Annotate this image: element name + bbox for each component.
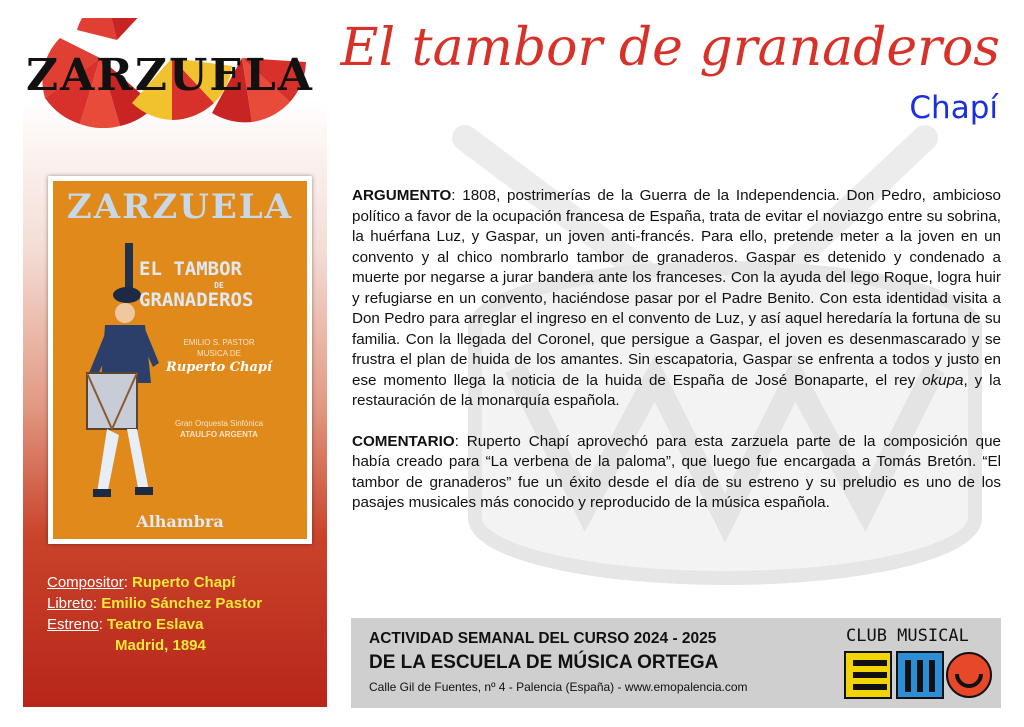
- poster-label: Alhambra: [136, 512, 224, 531]
- argument-paragraph: [352, 186, 1001, 412]
- poster-title: [139, 259, 299, 312]
- poster-director: ATAULFO ARGENTA: [180, 429, 258, 439]
- poster-image: [48, 176, 312, 544]
- premiere-place: Madrid, 1894: [115, 637, 206, 654]
- poster-brand: ZARZUELA: [66, 187, 294, 227]
- club-label: CLUB MUSICAL: [846, 626, 969, 646]
- composer-label: Compositor: [47, 574, 124, 591]
- footer-school: DE LA ESCUELA DE MÚSICA ORTEGA: [369, 652, 719, 673]
- comment-paragraph: [352, 432, 1001, 514]
- libretto-value: Emilio Sánchez Pastor: [101, 595, 263, 612]
- poster-title-de: DE: [214, 280, 224, 290]
- poster-music-label: MUSICA DE: [196, 349, 241, 359]
- premiere-label: Estreno: [47, 616, 99, 633]
- emo-logo-icon: [843, 650, 993, 700]
- composer-value: Ruperto Chapí: [132, 574, 236, 591]
- logo-text: ZARZUELA: [26, 50, 314, 101]
- poster-title-line2: GRANADEROS: [139, 289, 254, 312]
- footer-address: Calle Gil de Fuentes, nº 4 - Palencia (España) - www.emopalencia.com: [369, 680, 748, 694]
- argument-italic: okupa: [922, 371, 964, 389]
- argument-text-2: , y la restauración de la monarquía española.: [352, 371, 1002, 409]
- poster-credits: [149, 337, 289, 440]
- poster-librettist: EMILIO S. PASTOR: [183, 338, 255, 347]
- zarzuela-logo: [22, 18, 327, 128]
- footer-box: [351, 618, 1001, 708]
- poster-composer: Ruperto Chapí: [166, 360, 272, 376]
- page-title: El tambor de granaderos: [340, 18, 1000, 78]
- argument-label: ARGUMENTO: [352, 187, 452, 204]
- credits-block: Compositor: Ruperto Chapí Libreto: Emilio Sánchez Pastor Estreno: Teatro Eslava Madrid, 1894: [47, 574, 263, 654]
- premiere-value: Teatro Eslava: [107, 616, 204, 633]
- page-subtitle: Chapí: [909, 90, 998, 126]
- poster-title-line1: EL TAMBOR: [139, 258, 242, 280]
- footer-activity: ACTIVIDAD SEMANAL DEL CURSO 2024 - 2025: [369, 630, 717, 647]
- argument-text-1: : 1808, postrimerías de la Guerra de la Independencia. Don Pedro, ambicioso político a favor de la ocupación francesa de España, trata de evitar el noviazgo entre su sobrina, la huérfana Luz, y Gaspar, un joven anti-francés. Para ello, pretende meter a la joven en un convento y al chico nombrarlo tambor de granaderos. Gaspar es detenido y condenado a muerte por negarse a jurar bandera ante los franceses. Con la ayuda del lego Roque, logra huir y refugiarse en un convento, haciéndose pasar por el Padre Benito. Con esta identidad visita a Don Pedro para arreglar el ingreso en el convento de Luz, y así aquel heredaría la fortuna de su familia. Con la llegada del Coronel, que persigue a Gaspar, el joven es desenmascarado y se frustra el plan de huida de los amantes. Sin escapatoria, Gaspar se enfrenta a todos y justo en ese momento llega la noticia de la huida de España de José Bonaparte, el rey: [352, 187, 1001, 389]
- comment-label: COMENTARIO: [352, 432, 455, 450]
- libretto-label: Libreto: [47, 595, 93, 612]
- main-text: [352, 186, 1001, 534]
- comment-text: : Ruperto Chapí aprovechó para esta zarzuela parte de la composición que había creado para “La verbena de la paloma”, que luego fue encargada a Tomás Bretón. “El tambor de granaderos” fue un éxito desde el día de su estreno y su preludio es uno de los pasajes musicales más conocido y reproducido de la música española.: [352, 432, 1001, 511]
- poster-orchestra: Gran Orquesta Sinfónica: [174, 418, 264, 428]
